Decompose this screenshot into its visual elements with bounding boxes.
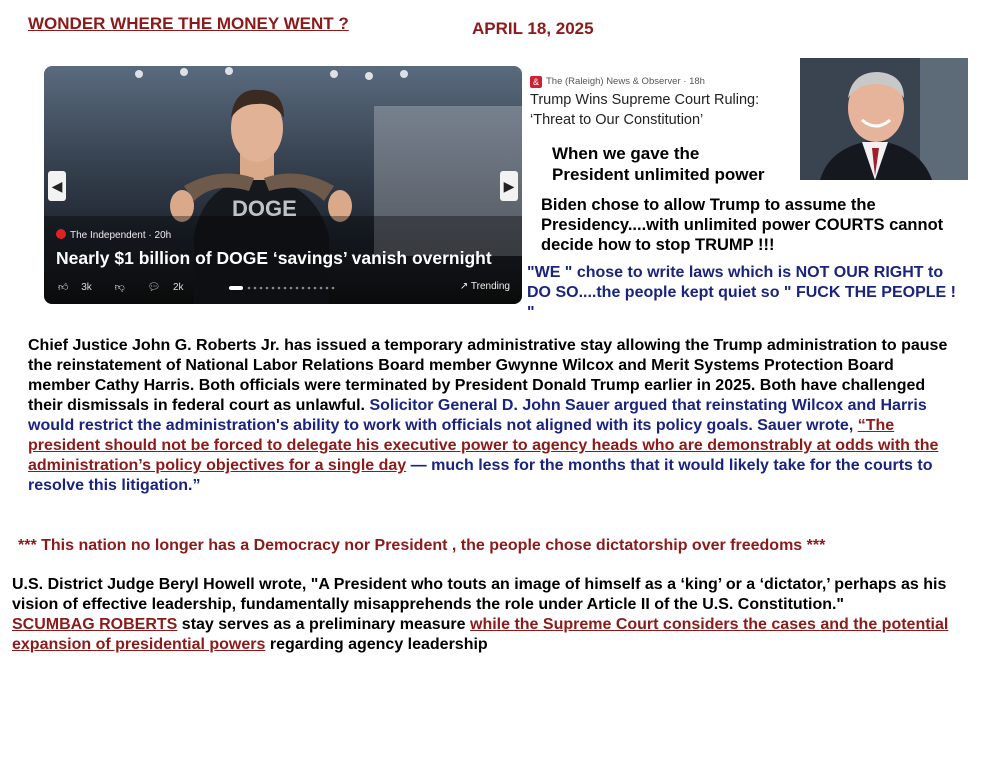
like-button[interactable]: 👍︎ 3k <box>58 282 92 293</box>
sauer-paragraph: Solicitor General D. John Sauer argued that reinstating Wilcox and Harris would restrict the administration's ability to work with officials not aligned with its policy goals. Sauer wrote, <box>28 397 927 434</box>
publisher-logo-icon: & <box>530 76 542 88</box>
roberts-paragraph: Chief Justice John G. Roberts Jr. has issued a temporary administrative stay allowing the Trump administration to pause the reinstatement of National Labor Relations Board member Gwynne Wilcox and Merit Systems Protection Board member Cathy Harris. Both officials were terminated by President Donald Trump earlier in 2025. Both have challenged their dismissals in federal court as unlawful. <box>28 337 948 414</box>
stay-underlined-text: while the Supreme Court considers the cases and the potential expansion of presidential powers <box>12 616 949 653</box>
howell-section <box>12 575 972 655</box>
biden-statement: Biden chose to allow Trump to assume the Presidency....with unlimited power COURTS cannot decide how to stop TRUMP !!! <box>541 196 944 254</box>
news-card[interactable] <box>44 66 522 304</box>
we-quote: "WE " chose to write laws which is NOT OUR RIGHT to DO SO....the people kept quiet so " FUCK THE PEOPLE ! " <box>527 264 956 321</box>
scumbag-label: SCUMBAG ROBERTS <box>12 616 178 633</box>
sauer-quote: “The president should not be forced to delegate his executive power to agency heads who are demonstrably at odds with the administration’s policy objectives for a single day <box>28 417 939 474</box>
next-button[interactable] <box>500 171 518 201</box>
justice-photo <box>800 58 968 180</box>
previous-button[interactable] <box>48 171 66 201</box>
chevron-left-icon: ◀ <box>51 178 63 194</box>
page-date: APRIL 18, 2025 <box>472 19 594 38</box>
page-title: WONDER WHERE THE MONEY WENT ? <box>28 14 349 33</box>
article-headline[interactable]: Trump Wins Supreme Court Ruling: ‘Threat to Our Constitution’ <box>530 92 760 128</box>
comment-icon: 💬︎ <box>147 282 161 293</box>
dislike-button[interactable] <box>115 282 135 293</box>
comment-button[interactable]: 💬︎ 2k <box>147 282 184 293</box>
democracy-statement: *** This nation no longer has a Democracy nor President , the people chose dictatorship over freedoms *** <box>18 537 826 554</box>
thumbs-down-icon: 👎︎ <box>114 282 125 293</box>
publisher-logo-icon <box>56 229 66 239</box>
chevron-right-icon: ▶ <box>503 178 515 194</box>
trending-badge: ↗ Trending <box>459 281 510 292</box>
thumbs-up-icon: 👍︎ <box>58 282 69 293</box>
trending-icon: ↗ <box>459 281 469 292</box>
article-snippet[interactable] <box>530 76 766 146</box>
news-source: The Independent · 20h <box>56 229 171 241</box>
howell-quote: U.S. District Judge Beryl Howell wrote, "A President who touts an image of himself as a ‘king’ or a ‘dictator,’ perhaps as his vision of effective leadership, fundamentally misapprehends the role under Article II of the U.S. Constitution." <box>12 576 947 613</box>
stay-end-text: regarding agency leadership <box>269 636 488 653</box>
stay-text: stay serves as a preliminary measure <box>181 616 466 633</box>
shirt-text: DOGE <box>232 196 297 221</box>
article-source: & The (Raleigh) News & Observer · 18h <box>530 76 766 88</box>
news-actions <box>58 281 204 293</box>
main-article-text <box>28 336 958 496</box>
news-headline[interactable]: Nearly $1 billion of DOGE ‘savings’ vanish overnight <box>56 248 492 268</box>
carousel-indicator[interactable] <box>229 286 339 290</box>
power-statement: When we gave the President unlimited power <box>552 144 765 184</box>
sauer-quote-end: — much less for the months that it would likely take for the courts to resolve this litigation.” <box>28 457 933 494</box>
